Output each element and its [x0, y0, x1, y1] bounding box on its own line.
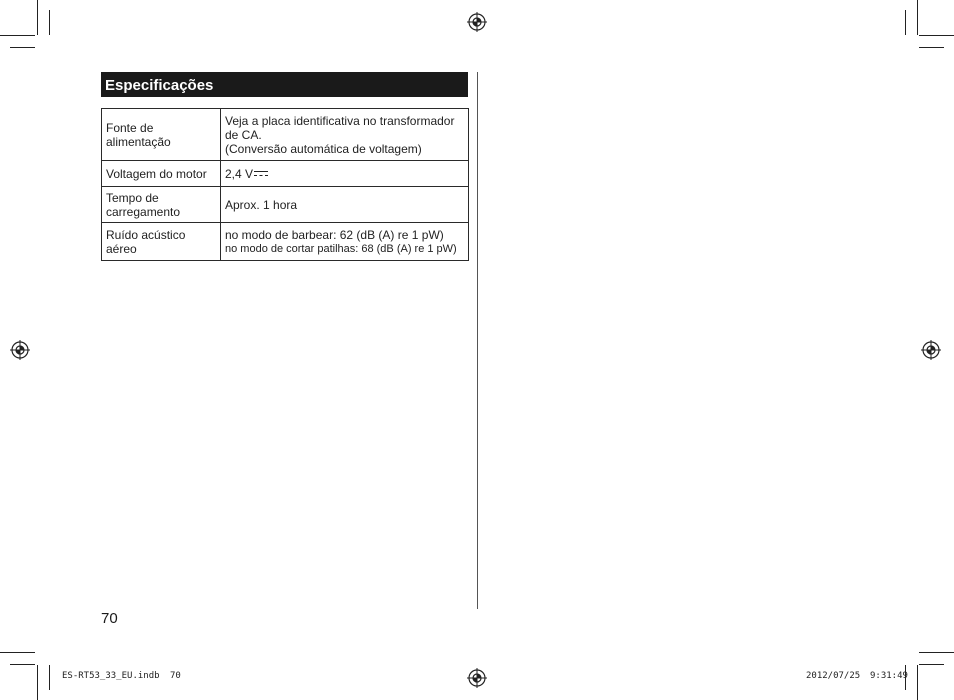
section-title: Especificações [101, 72, 468, 97]
spec-label: Voltagem do motor [102, 161, 221, 187]
registration-mark-icon [10, 340, 30, 360]
crop-mark [49, 665, 50, 690]
column-divider [477, 72, 478, 609]
spec-label: Ruído acústico aéreo [102, 223, 221, 261]
crop-mark [49, 10, 50, 35]
table-row [102, 223, 469, 261]
footer-date: 2012/07/25 [806, 671, 861, 681]
footer-time: 9:31:49 [870, 671, 908, 681]
spec-value: Aprox. 1 hora [221, 187, 469, 223]
crop-mark [919, 35, 954, 36]
spec-value-text: 2,4 V [225, 166, 254, 181]
page-number: 70 [101, 610, 118, 627]
dc-voltage-icon [254, 171, 268, 177]
spec-value [221, 223, 469, 261]
spec-value [221, 161, 469, 187]
registration-mark-icon [467, 668, 487, 688]
spec-label: Tempo de carregamento [102, 187, 221, 223]
crop-mark [919, 47, 944, 48]
crop-mark [919, 664, 944, 665]
spec-value-line: no modo de barbear: 62 (dB (A) re 1 pW) [225, 227, 444, 242]
crop-mark [917, 665, 918, 700]
footer-file-name: ES-RT53_33_EU.indb [62, 671, 160, 681]
spec-value-line: (Conversão automática de voltagem) [225, 141, 422, 156]
spec-table [101, 108, 469, 261]
table-row [102, 161, 469, 187]
spec-value [221, 109, 469, 161]
crop-mark [919, 652, 954, 653]
footer-file-page: 70 [170, 671, 181, 681]
spec-value-line: Veja a placa identificativa no transformador de CA. [225, 113, 455, 142]
spec-value-line: no modo de cortar patilhas: 68 (dB (A) re 1 pW) [225, 242, 457, 255]
table-row [102, 109, 469, 161]
table-row [102, 187, 469, 223]
crop-mark [0, 35, 35, 36]
spec-label: Fonte de alimentação [102, 109, 221, 161]
crop-mark [0, 652, 35, 653]
registration-mark-icon [467, 12, 487, 32]
registration-mark-icon [921, 340, 941, 360]
crop-mark [905, 10, 906, 35]
crop-mark [37, 665, 38, 700]
crop-mark [10, 664, 35, 665]
crop-mark [917, 0, 918, 35]
crop-mark [37, 0, 38, 35]
crop-mark [10, 47, 35, 48]
